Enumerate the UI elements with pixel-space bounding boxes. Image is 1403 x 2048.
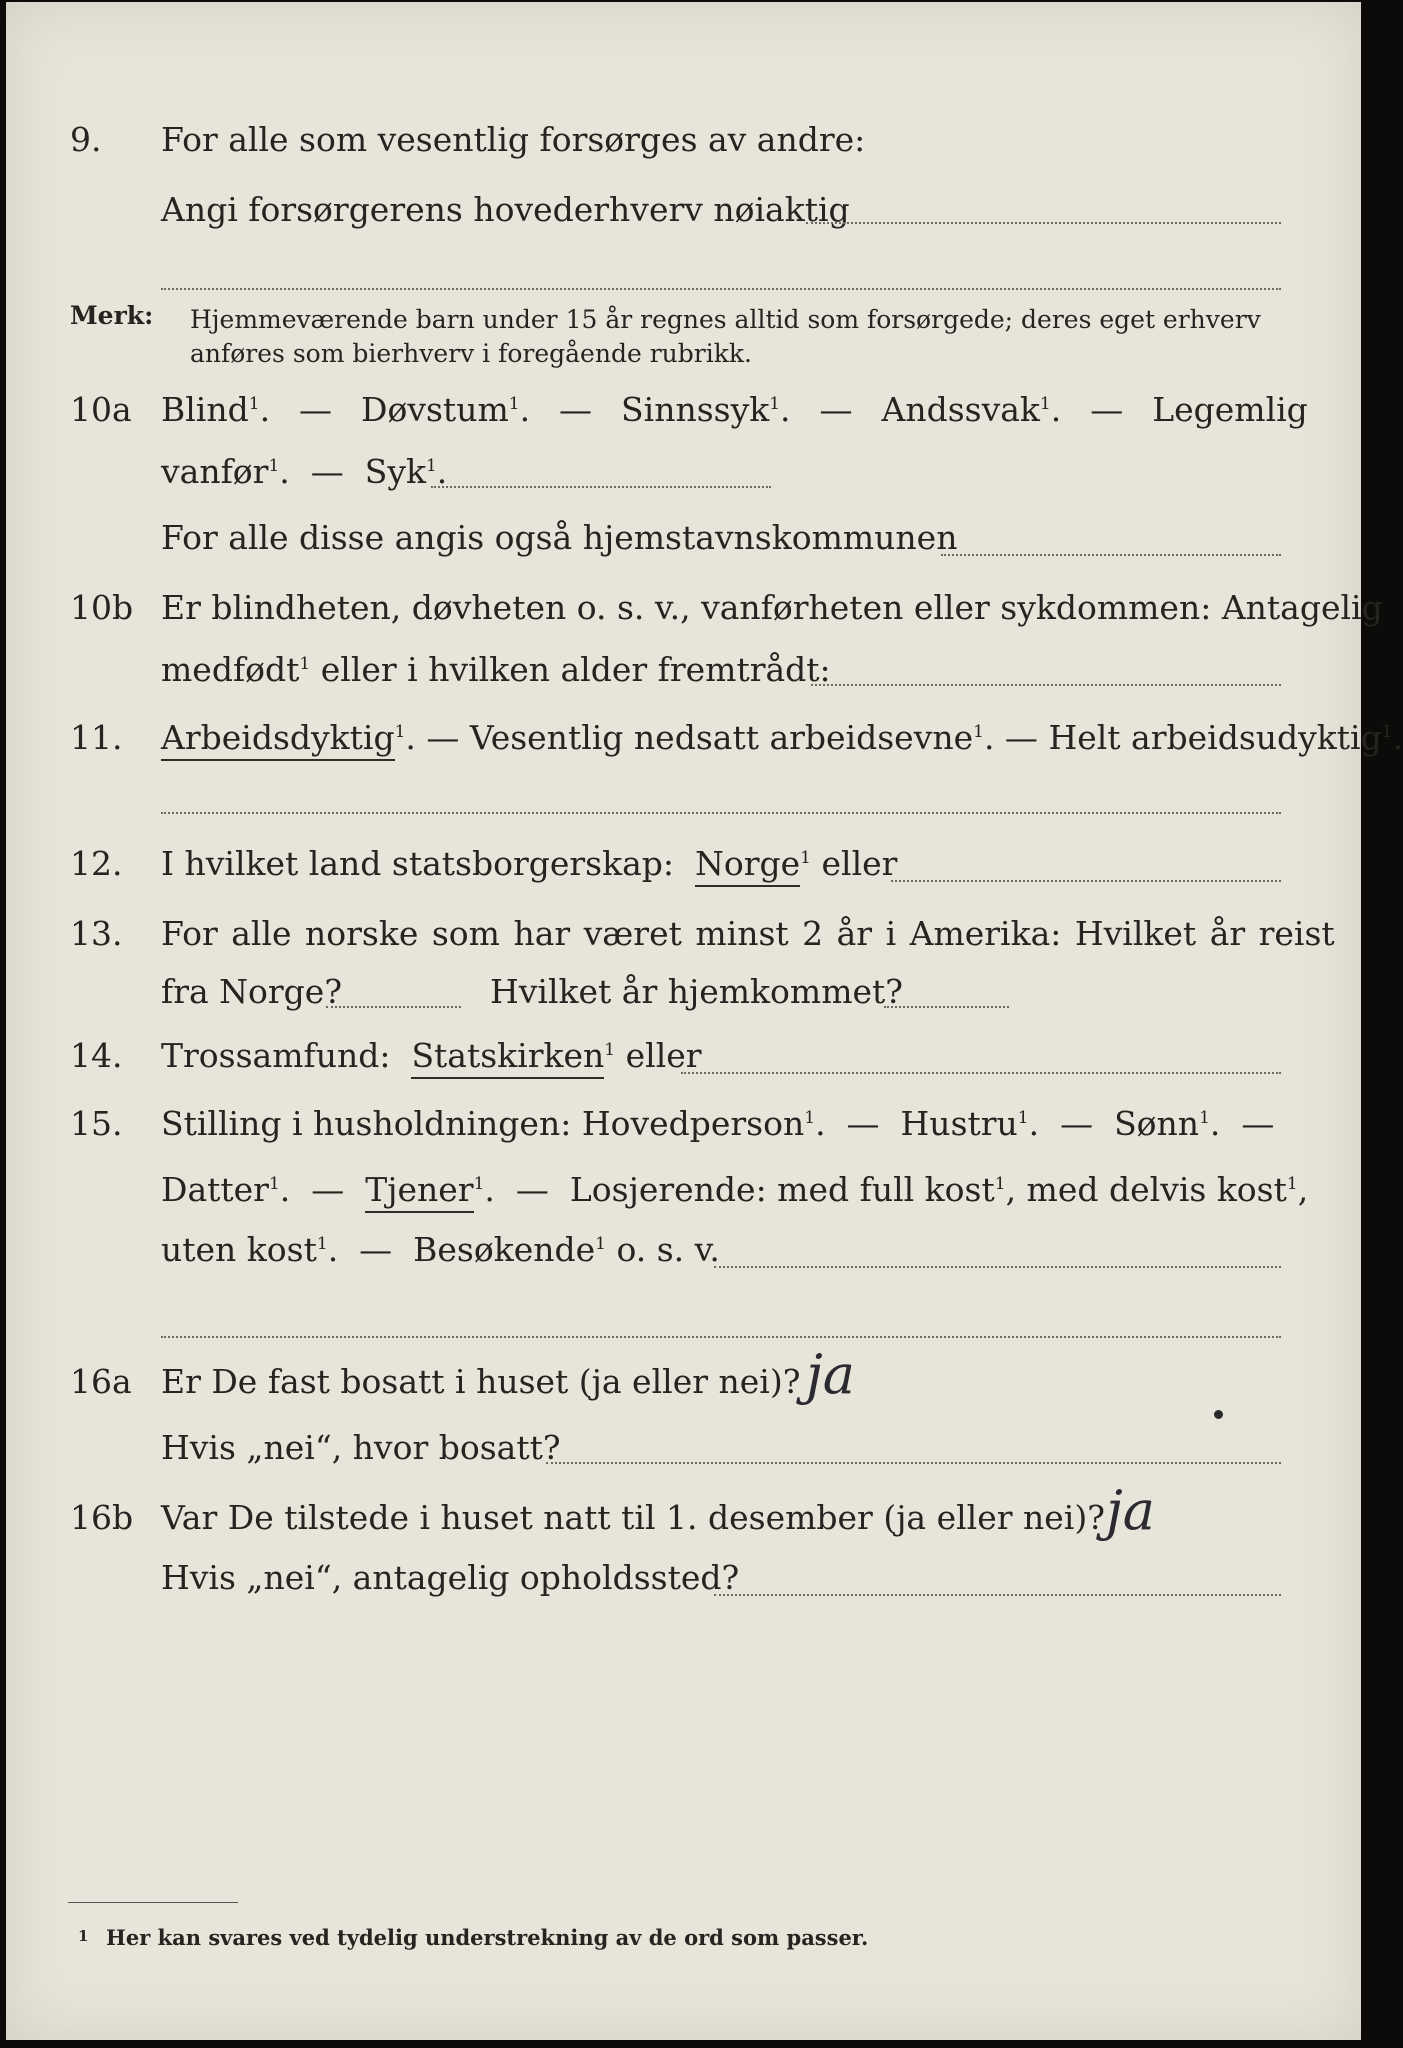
q16a-answer-line[interactable]: [546, 1462, 1281, 1464]
q13-line1: For alle norske som har været minst 2 år i Amerika: Hvilket år reist: [161, 914, 1335, 953]
q15-answer-line-2[interactable]: [161, 1336, 1281, 1338]
option-arbeidsdyktig[interactable]: Arbeidsdyktig: [161, 718, 395, 761]
option-dovstum[interactable]: Døvstum: [361, 390, 509, 429]
q16a-handwritten-answer[interactable]: ja: [806, 1343, 855, 1406]
q14-line: [161, 1036, 702, 1076]
footnote-ref: 1: [1039, 394, 1051, 414]
option-uten-kost[interactable]: uten kost: [161, 1230, 317, 1269]
q15-line1: Stilling i husholdningen: Hovedperson$^1$. — Hustru$^1$. — Sønn$^1$. —: [161, 1104, 1275, 1143]
merk-label: Merk:: [70, 301, 154, 330]
q16b-line2: Hvis „nei“, antagelig opholdssted?: [161, 1558, 740, 1597]
q12-text: I hvilket land statsborgerskap:: [161, 844, 675, 883]
footnote-ref: 1: [604, 1040, 616, 1060]
q13-hjemkommet: Hvilket år hjemkommet?: [490, 972, 903, 1011]
q16b-handwritten-answer[interactable]: ja: [1106, 1479, 1155, 1542]
q13-fra-norge: fra Norge?: [161, 972, 343, 1011]
q10b-number: 10b: [70, 588, 134, 627]
footnote-ref: 1: [473, 1174, 485, 1194]
census-form-page: [6, 2, 1403, 2040]
option-sinnssyk[interactable]: Sinnssyk: [621, 390, 770, 429]
q10b-line2: [161, 650, 831, 690]
q11-answer-line[interactable]: [161, 812, 1281, 814]
q16a-line1: Er De fast bosatt i huset (ja eller nei)?: [161, 1362, 801, 1401]
q13-reist-line[interactable]: [326, 1006, 461, 1008]
option-blind[interactable]: Blind: [161, 390, 249, 429]
q10b-line2-rest: eller i hvilken alder fremtrådt:: [320, 650, 831, 689]
option-besokende[interactable]: Besøkende: [413, 1230, 596, 1269]
q10b-line1: Er blindheten, døvheten o. s. v., vanførheten eller sykdommen: Antagelig: [161, 588, 1383, 627]
q9-number: 9.: [70, 120, 102, 159]
footnote-divider: [68, 1902, 238, 1903]
footnote-ref: 1: [394, 722, 406, 742]
q12-line: [161, 844, 897, 884]
footnote-ref: 1: [1017, 1108, 1029, 1128]
q10a-hjemstavn-line[interactable]: [941, 554, 1281, 556]
q15-line2: Datter$^1$. — Tjener$^1$. — Losjerende: med full kost$^1$, med delvis kost$^1$,: [161, 1170, 1308, 1210]
footnote-ref: 1: [268, 456, 280, 476]
q16a-number: 16a: [70, 1362, 132, 1401]
q15-number: 15.: [70, 1104, 123, 1143]
option-hovedperson[interactable]: Stilling i husholdningen: Hovedperson: [161, 1104, 805, 1143]
footnote-ref: 1: [248, 394, 260, 414]
footnote-ref: 1: [1199, 1108, 1210, 1128]
option-losjerende-full-kost[interactable]: Losjerende: med full kost: [569, 1170, 995, 1209]
q15-osv: o. s. v.: [616, 1230, 720, 1269]
footnote-mark: 1: [78, 1927, 89, 1945]
option-medfodt[interactable]: medfødt: [161, 650, 300, 689]
option-datter[interactable]: Datter: [161, 1170, 269, 1209]
q16b-line1: Var De tilstede i huset natt til 1. desember (ja eller nei)?: [161, 1498, 1105, 1537]
footnote-ref: 1: [1286, 1174, 1298, 1194]
footnote-text: Her kan svares ved tydelig understrekning av de ord som passer.: [106, 1925, 869, 1950]
footnote-ref: 1: [508, 394, 520, 414]
q16b-answer-line[interactable]: [714, 1594, 1281, 1596]
q12-answer-line[interactable]: [891, 880, 1281, 882]
footnote: [78, 1924, 869, 1952]
option-vesentlig-nedsatt[interactable]: Vesentlig nedsatt arbeidsevne: [469, 718, 974, 757]
q15-answer-line[interactable]: [714, 1266, 1281, 1268]
option-helt-arbeidsudyktig[interactable]: Helt arbeidsudyktig: [1048, 718, 1382, 757]
footnote-ref: 1: [994, 1174, 1006, 1194]
q16a-line2: Hvis „nei“, hvor bosatt?: [161, 1428, 561, 1467]
merk-line1: Hjemmeværende barn under 15 år regnes alltid som forsørgede; deres eget erhverv: [190, 305, 1261, 334]
option-norge[interactable]: Norge: [695, 844, 800, 887]
q12-eller: eller: [821, 844, 898, 883]
q14-text: Trossamfund:: [161, 1036, 391, 1075]
footnote-ref: 1: [800, 848, 811, 868]
q9-line1: For alle som vesentlig forsørges av andre:: [161, 120, 866, 159]
q10b-answer-line[interactable]: [811, 684, 1281, 686]
q10a-line3: For alle disse angis også hjemstavnskommunen: [161, 518, 958, 557]
option-tjener[interactable]: Tjener: [365, 1170, 473, 1213]
footnote-ref: 1: [804, 1108, 816, 1128]
footnote-ref: 1: [769, 394, 781, 414]
q14-eller: eller: [625, 1036, 702, 1075]
q11-line: Arbeidsdyktig$^1$. — Vesentlig nedsatt arbeidsevne$^1$. — Helt arbeidsudyktig$^1$.: [161, 718, 1403, 758]
q9-answer-line[interactable]: [806, 222, 1281, 224]
q11-number: 11.: [70, 718, 123, 757]
option-legemlig[interactable]: Legemlig: [1152, 390, 1308, 429]
q14-answer-line[interactable]: [681, 1072, 1281, 1074]
q16b-number: 16b: [70, 1498, 134, 1537]
q12-number: 12.: [70, 844, 123, 883]
q13-hjemkommet-line[interactable]: [884, 1006, 1009, 1008]
option-delvis-kost[interactable]: med delvis kost: [1026, 1170, 1287, 1209]
footnote-ref: 1: [1381, 722, 1393, 742]
merk-line2: anføres som bierhverv i foregående rubrikk.: [190, 339, 752, 368]
footnote-ref: 1: [973, 722, 984, 742]
option-hustru[interactable]: Hustru: [900, 1104, 1018, 1143]
option-andssvak[interactable]: Andssvak: [881, 390, 1040, 429]
ink-spot: [1214, 1410, 1223, 1419]
footnote-ref: 1: [268, 1174, 280, 1194]
footnote-ref: 1: [425, 456, 437, 476]
q10a-number: 10a: [70, 390, 132, 429]
q10a-line2: vanfør$^1$. — Syk$^1$.: [161, 452, 448, 491]
option-vanfor[interactable]: vanfør: [161, 452, 269, 491]
q9-line2: Angi forsørgerens hovederhverv nøiaktig: [161, 190, 850, 229]
q9-answer-line-2[interactable]: [161, 288, 1281, 290]
q10a-line1: Blind$^1$. — Døvstum$^1$. — Sinnssyk$^1$. — Andssvak$^1$. — Legemlig: [161, 390, 1308, 429]
option-statskirken[interactable]: Statskirken: [411, 1036, 604, 1079]
q10a-answer-line[interactable]: [431, 486, 771, 488]
q14-number: 14.: [70, 1036, 123, 1075]
footnote-ref: 1: [299, 654, 311, 674]
footnote-ref: 1: [316, 1234, 328, 1254]
footnote-ref: 1: [595, 1234, 606, 1254]
option-sonn[interactable]: Sønn: [1114, 1104, 1200, 1143]
q13-number: 13.: [70, 914, 123, 953]
option-syk[interactable]: Syk: [364, 452, 426, 491]
q15-line3: uten kost$^1$. — Besøkende$^1$ o. s. v.: [161, 1230, 720, 1269]
